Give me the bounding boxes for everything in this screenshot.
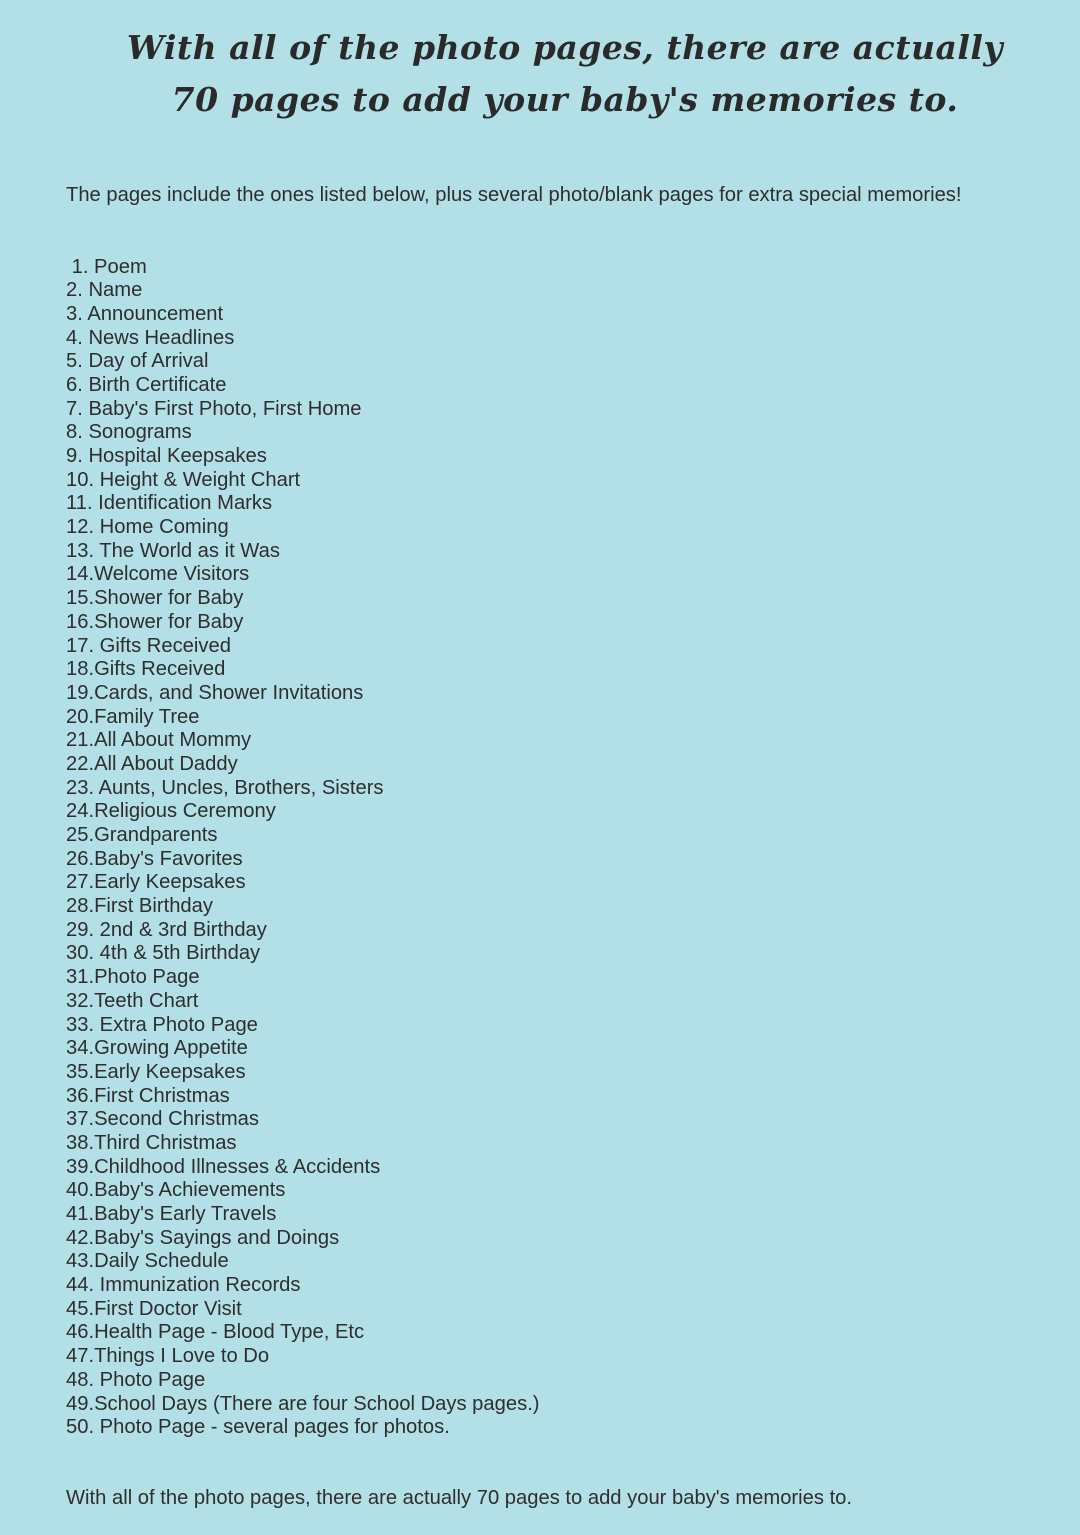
list-item: 11. Identification Marks [66,492,273,515]
list-item: 28.First Birthday [66,895,213,918]
list-item: 21.All About Mommy [66,729,252,752]
list-item: 36.First Christmas [66,1084,230,1107]
list-item: 24.Religious Ceremony [66,800,276,823]
page-content [66,137,962,1535]
list-item: 13. The World as it Was [66,539,280,562]
list-item: 16.Shower for Baby [66,610,244,633]
list-item: 41.Baby's Early Travels [66,1203,277,1225]
list-item: 26.Baby's Favorites [66,847,243,870]
list-item: 27.Early Keepsakes [66,871,246,894]
heading-line-1: With all of the photo pages, there are actually [126,28,1004,67]
list-item: 32.Teeth Chart [66,989,199,1012]
list-item: 48. Photo Page [66,1368,206,1391]
list-item: 20.Family Tree [66,705,200,728]
list-item: 42.Baby's Sayings and Doings [66,1226,340,1249]
list-item: 18.Gifts Received [66,658,226,681]
list-item: 6. Birth Certificate [66,373,227,396]
intro-text: The pages include the ones listed below, plus several photo/blank pages for extra special memories! [66,184,962,207]
list-item: 30. 4th & 5th Birthday [66,942,261,965]
page-list [66,256,962,1440]
list-item: 15.Shower for Baby [66,587,244,610]
list-item: 17. Gifts Received [66,634,231,657]
list-item: 31.Photo Page [66,966,200,989]
closing-text: With all of the photo pages, there are actually 70 pages to add your baby's memories to. [66,1487,853,1510]
list-item: 3. Announcement [66,302,224,325]
list-item: 9. Hospital Keepsakes [66,445,267,467]
list-item: 33. Extra Photo Page [66,1013,258,1036]
list-item: 22.All About Daddy [66,752,238,775]
list-item: 34.Growing Appetite [66,1037,248,1060]
list-item: 25.Grandparents [66,824,218,846]
list-item: 29. 2nd & 3rd Birthday [66,918,267,941]
list-item: 35.Early Keepsakes [66,1060,246,1083]
list-item: 38.Third Christmas [66,1131,237,1154]
list-item: 43.Daily Schedule [66,1250,229,1273]
list-item: 37.Second Christmas [66,1108,259,1131]
list-item: 14.Welcome Visitors [66,563,250,586]
list-item: 5. Day of Arrival [66,350,209,373]
list-item: 39.Childhood Illnesses & Accidents [66,1155,381,1178]
list-item: 4. News Headlines [66,326,235,349]
heading-line-2: 70 pages to add your baby's memories to. [171,80,959,119]
list-item: 7. Baby's First Photo, First Home [66,397,362,420]
list-item: 40.Baby's Achievements [66,1179,286,1202]
list-item: 1. Poem [66,255,147,278]
list-item: 46.Health Page - Blood Type, Etc [66,1321,365,1344]
list-item: 23. Aunts, Uncles, Brothers, Sisters [66,776,384,799]
list-item: 45.First Doctor Visit [66,1297,242,1320]
list-item: 47.Things I Love to Do [66,1345,270,1368]
list-item: 12. Home Coming [66,516,229,539]
list-item: 49.School Days (There are four School Days pages.) [66,1392,540,1415]
list-item: 10. Height & Weight Chart [66,468,301,491]
list-item: 8. Sonograms [66,421,192,444]
list-item: 2. Name [66,279,143,302]
list-item: 50. Photo Page - several pages for photos. [66,1416,450,1439]
list-item: 19.Cards, and Shower Invitations [66,681,364,704]
list-item: 44. Immunization Records [66,1274,301,1297]
